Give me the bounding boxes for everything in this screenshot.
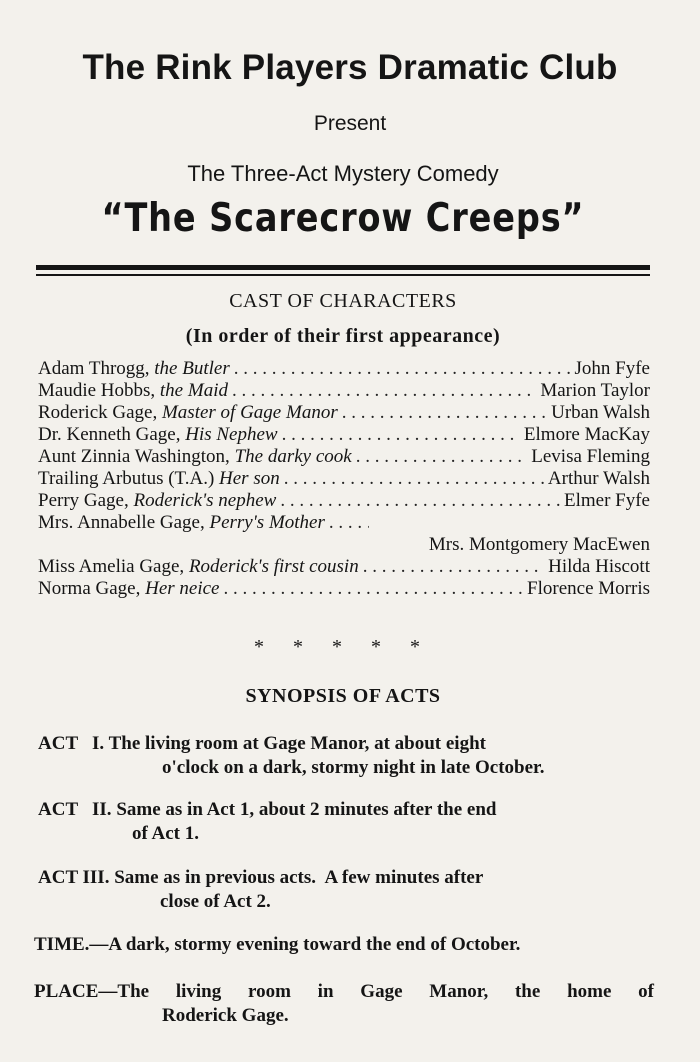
act-description: Same as in previous acts. A few minutes after	[114, 867, 484, 888]
actor-name: Levisa Fleming	[531, 446, 650, 467]
act-entry	[38, 866, 652, 914]
play-subtitle: The Three-Act Mystery Comedy	[187, 161, 499, 186]
actor-name: Arthur Walsh	[547, 468, 650, 489]
character-name: Adam Throgg,	[38, 358, 150, 379]
dot-leader	[284, 468, 544, 490]
play-title: “The Scarecrow Creeps”	[101, 196, 585, 241]
place-note	[34, 980, 654, 1028]
actor-name: Marion Taylor	[540, 380, 650, 401]
act-description-cont: close of Act 2.	[160, 891, 271, 912]
actor-name: Elmer Fyfe	[563, 490, 650, 511]
character-role: Her neice	[145, 578, 220, 599]
act-entry	[38, 798, 652, 846]
cast-subheading: (In order of their first appearance)	[185, 325, 501, 347]
character-role: His Nephew	[185, 424, 278, 445]
character-name: Miss Amelia Gage,	[38, 556, 185, 577]
cast-row	[38, 534, 650, 556]
cast-row	[38, 512, 650, 534]
act-entry	[38, 732, 652, 780]
place-line: PLACE—The living room in Gage Manor, the home of	[34, 981, 654, 1002]
character-name: Trailing Arbutus (T.A.)	[38, 468, 215, 489]
character-role: Her son	[219, 468, 280, 489]
cast-heading: CAST OF CHARACTERS	[229, 290, 457, 312]
cast-row	[38, 446, 650, 468]
act-label: ACT III.	[38, 867, 110, 888]
cast-row	[38, 358, 650, 380]
character-role: The darky cook	[234, 446, 352, 467]
character-role: Roderick's first cousin	[188, 556, 359, 577]
dot-leader	[329, 512, 369, 534]
dot-leader	[356, 446, 528, 468]
actor-name: John Fyfe	[574, 358, 650, 379]
actor-name: Mrs. Montgomery MacEwen	[428, 534, 650, 555]
title-rule-thick	[36, 265, 650, 270]
time-note: TIME.—A dark, stormy evening toward the end of October.	[34, 934, 521, 955]
character-name: Aunt Zinnia Washington,	[38, 446, 230, 467]
act-description-cont: o'clock on a dark, stormy night in late October.	[162, 757, 545, 778]
act-description-cont: of Act 1.	[132, 823, 200, 844]
section-divider: * * * * *	[254, 636, 432, 658]
cast-row	[38, 380, 650, 402]
character-role: Perry's Mother	[209, 512, 325, 533]
cast-row	[38, 578, 650, 600]
dot-leader	[224, 578, 524, 600]
character-name: Dr. Kenneth Gage,	[38, 424, 181, 445]
actor-name: Hilda Hiscott	[548, 556, 650, 577]
character-name: Maudie Hobbs,	[38, 380, 156, 401]
synopsis-heading: SYNOPSIS OF ACTS	[245, 685, 441, 707]
actor-name: Urban Walsh	[551, 402, 650, 423]
dot-leader	[232, 380, 536, 402]
dot-leader	[280, 490, 560, 512]
cast-row	[38, 402, 650, 424]
character-name: Norma Gage,	[38, 578, 141, 599]
character-name: Roderick Gage,	[38, 402, 158, 423]
club-name: The Rink Players Dramatic Club	[82, 48, 618, 87]
present-line: Present	[313, 112, 387, 135]
cast-row	[38, 490, 650, 512]
dot-leader	[342, 402, 547, 424]
character-role: the Maid	[159, 380, 228, 401]
character-role: Master of Gage Manor	[161, 402, 338, 423]
cast-row	[38, 468, 650, 490]
place-line: Roderick Gage.	[162, 1005, 289, 1026]
character-role: the Butler	[154, 358, 230, 379]
cast-row	[38, 556, 650, 578]
act-label: ACT II.	[38, 799, 112, 820]
character-role: Roderick's nephew	[133, 490, 277, 511]
actor-name: Elmore MacKay	[523, 424, 650, 445]
dot-leader	[363, 556, 544, 578]
character-name: Mrs. Annabelle Gage,	[38, 512, 205, 533]
act-description: The living room at Gage Manor, at about eight	[108, 733, 486, 754]
dot-leader	[234, 358, 571, 380]
title-rule-thin	[36, 274, 650, 276]
dot-leader	[282, 424, 520, 446]
act-description: Same as in Act 1, about 2 minutes after the end	[116, 799, 497, 820]
character-name: Perry Gage,	[38, 490, 129, 511]
actor-name: Florence Morris	[527, 578, 650, 599]
act-label: ACT I.	[38, 733, 105, 754]
cast-list	[38, 358, 650, 600]
cast-row	[38, 424, 650, 446]
